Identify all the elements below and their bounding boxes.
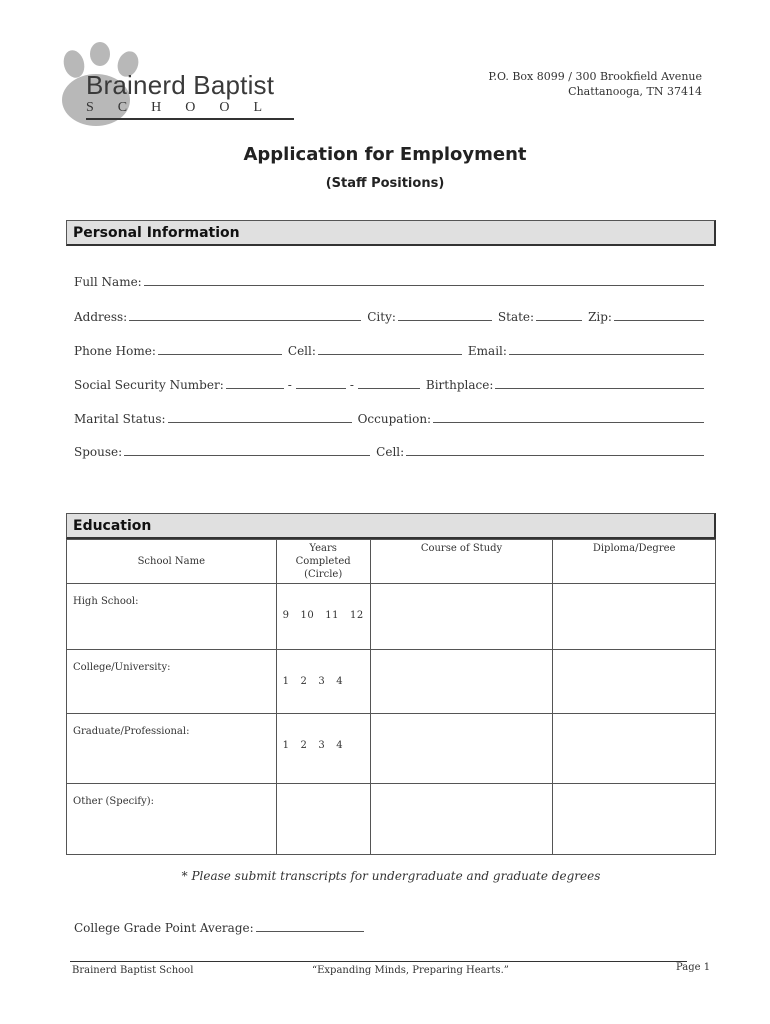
phone-row bbox=[74, 344, 706, 358]
years-options[interactable]: 1 2 3 4 bbox=[282, 676, 344, 687]
gpa-row bbox=[74, 921, 364, 935]
years-header-line-2: Completed bbox=[295, 556, 351, 567]
years-header-line-3: (Circle) bbox=[304, 569, 343, 580]
years-cell[interactable] bbox=[276, 650, 370, 714]
column-course-of-study: Course of Study bbox=[370, 540, 553, 584]
spouse-label: Spouse: bbox=[74, 445, 123, 459]
school-logo bbox=[56, 42, 306, 130]
personal-info-heading: Personal Information bbox=[66, 220, 716, 246]
state-label: State: bbox=[497, 310, 535, 324]
course-cell[interactable] bbox=[370, 584, 553, 650]
row-label-graduate: Graduate/Professional: bbox=[67, 714, 277, 784]
course-cell[interactable] bbox=[370, 714, 553, 784]
years-cell[interactable] bbox=[276, 584, 370, 650]
gpa-label: College Grade Point Average: bbox=[74, 921, 254, 935]
footer-divider bbox=[70, 961, 687, 962]
row-label-college: College/University: bbox=[67, 650, 277, 714]
city-field[interactable] bbox=[398, 311, 492, 321]
address-row bbox=[74, 310, 706, 324]
page-number: Page 1 bbox=[676, 962, 711, 973]
years-cell[interactable] bbox=[276, 714, 370, 784]
phone-home-field[interactable] bbox=[158, 345, 282, 355]
table-row bbox=[67, 784, 716, 855]
row-label-high-school: High School: bbox=[67, 584, 277, 650]
years-options[interactable]: 9 10 11 12 bbox=[282, 610, 364, 621]
spouse-cell-label: Cell: bbox=[376, 445, 405, 459]
diploma-cell[interactable] bbox=[553, 650, 716, 714]
education-header-row bbox=[67, 540, 716, 584]
full-name-row bbox=[74, 275, 706, 289]
marital-row bbox=[74, 412, 706, 426]
education-heading: Education bbox=[66, 513, 716, 539]
page-title: Application for Employment bbox=[243, 144, 527, 165]
gpa-field[interactable] bbox=[256, 922, 364, 932]
footer-school-name: Brainerd Baptist School bbox=[72, 965, 194, 976]
ssn-field-2[interactable] bbox=[296, 379, 346, 389]
marital-status-label: Marital Status: bbox=[74, 412, 166, 426]
birthplace-label: Birthplace: bbox=[425, 378, 494, 392]
city-label: City: bbox=[367, 310, 396, 324]
ssn-label: Social Security Number: bbox=[74, 378, 224, 392]
occupation-field[interactable] bbox=[433, 413, 704, 423]
address-field[interactable] bbox=[129, 311, 361, 321]
full-name-field[interactable] bbox=[144, 276, 704, 286]
phone-home-label: Phone Home: bbox=[74, 344, 156, 358]
school-address bbox=[488, 69, 702, 99]
full-name-label: Full Name: bbox=[74, 275, 142, 289]
table-row bbox=[67, 650, 716, 714]
diploma-cell[interactable] bbox=[553, 714, 716, 784]
email-field[interactable] bbox=[509, 345, 704, 355]
column-school-name: School Name bbox=[67, 540, 277, 584]
table-row bbox=[67, 714, 716, 784]
zip-field[interactable] bbox=[614, 311, 704, 321]
diploma-cell[interactable] bbox=[553, 584, 716, 650]
years-cell[interactable] bbox=[276, 784, 370, 855]
ssn-field-1[interactable] bbox=[226, 379, 284, 389]
row-label-other: Other (Specify): bbox=[67, 784, 277, 855]
cell-field[interactable] bbox=[318, 345, 462, 355]
table-row bbox=[67, 584, 716, 650]
years-options[interactable]: 1 2 3 4 bbox=[282, 740, 344, 751]
ssn-dash-2: - bbox=[349, 378, 354, 392]
transcript-note: * Please submit transcripts for undergraduate and graduate degrees bbox=[181, 869, 601, 883]
column-diploma-degree: Diploma/Degree bbox=[553, 540, 716, 584]
logo-subtitle: SCHOOL bbox=[86, 100, 294, 120]
course-cell[interactable] bbox=[370, 784, 553, 855]
cell-label: Cell: bbox=[287, 344, 316, 358]
spouse-cell-field[interactable] bbox=[406, 446, 704, 456]
spouse-row bbox=[74, 445, 706, 459]
ssn-dash-1: - bbox=[287, 378, 292, 392]
education-table bbox=[66, 539, 716, 855]
spouse-field[interactable] bbox=[124, 446, 370, 456]
footer-motto: “Expanding Minds, Preparing Hearts.” bbox=[312, 965, 509, 976]
birthplace-field[interactable] bbox=[495, 379, 704, 389]
diploma-cell[interactable] bbox=[553, 784, 716, 855]
email-label: Email: bbox=[467, 344, 507, 358]
ssn-row bbox=[74, 378, 706, 392]
zip-label: Zip: bbox=[588, 310, 612, 324]
address-line-2: Chattanooga, TN 37414 bbox=[568, 85, 702, 98]
address-line-1: P.O. Box 8099 / 300 Brookfield Avenue bbox=[488, 70, 702, 83]
logo-title: Brainerd Baptist bbox=[86, 70, 275, 100]
state-field[interactable] bbox=[536, 311, 582, 321]
column-years-completed bbox=[276, 540, 370, 584]
address-label: Address: bbox=[74, 310, 128, 324]
marital-status-field[interactable] bbox=[168, 413, 352, 423]
occupation-label: Occupation: bbox=[357, 412, 432, 426]
years-header-line-1: Years bbox=[309, 543, 337, 554]
ssn-field-3[interactable] bbox=[358, 379, 420, 389]
course-cell[interactable] bbox=[370, 650, 553, 714]
page-subtitle: (Staff Positions) bbox=[325, 176, 445, 191]
